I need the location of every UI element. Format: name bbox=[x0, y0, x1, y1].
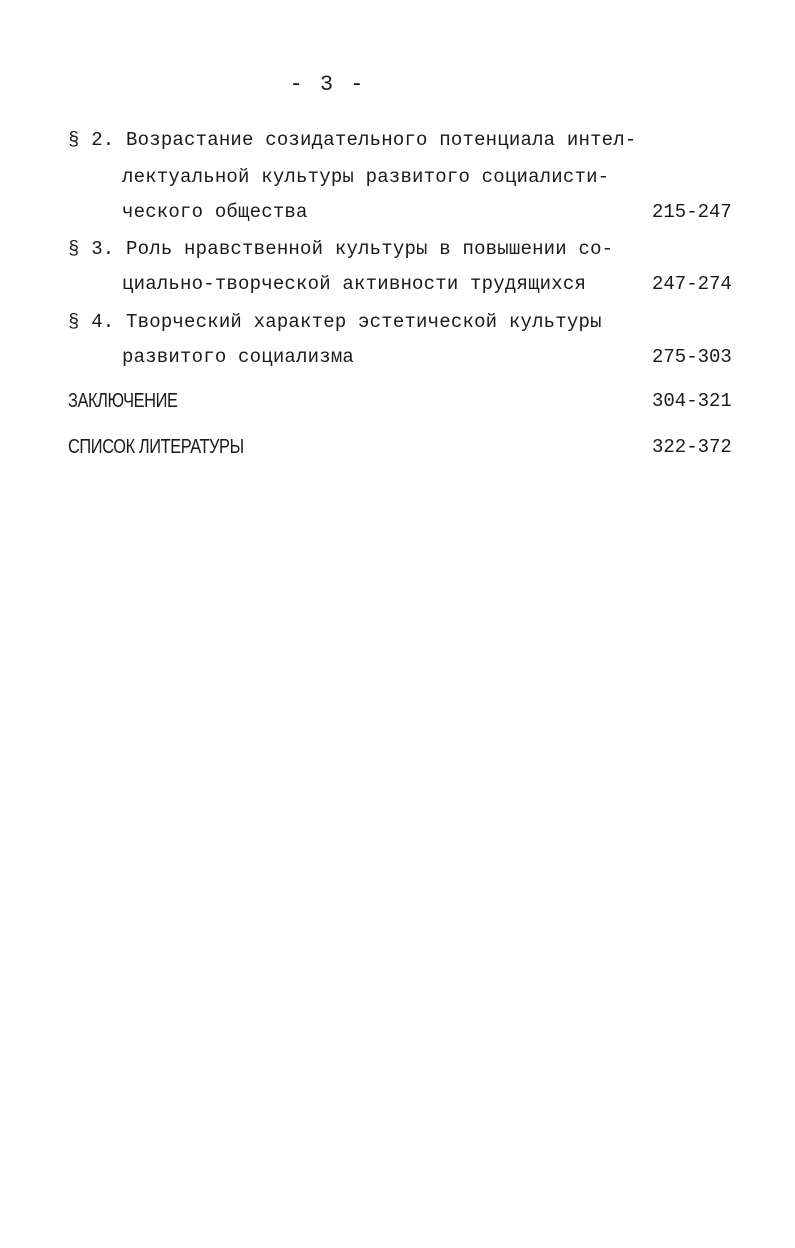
toc-section-2-line-2: лектуальной культуры развитого социалисти- bbox=[122, 166, 610, 188]
page-number: - 3 - bbox=[289, 72, 366, 97]
toc-conclusion-label: ЗАКЛЮЧЕНИЕ bbox=[68, 390, 178, 412]
toc-section-4-line-2: развитого социализма bbox=[122, 346, 355, 368]
toc-section-3-pages: 247-274 bbox=[652, 273, 732, 295]
toc-section-3-line-1: § 3. Роль нравственной культуры в повышении со- bbox=[68, 238, 614, 260]
toc-conclusion-pages: 304-321 bbox=[652, 390, 732, 412]
toc-section-4-line-1: § 4. Творческий характер эстетической культуры bbox=[68, 311, 602, 333]
toc-section-4-pages: 275-303 bbox=[652, 346, 732, 368]
toc-references-label: СПИСОК ЛИТЕРАТУРЫ bbox=[68, 436, 244, 458]
toc-section-3-line-2: циально-творческой активности трудящихся bbox=[122, 273, 587, 295]
toc-section-2-pages: 215-247 bbox=[652, 201, 732, 223]
toc-references-pages: 322-372 bbox=[652, 436, 732, 458]
toc-section-2-line-3: ческого общества bbox=[122, 201, 308, 223]
toc-section-2-line-1: § 2. Возрастание созидательного потенциала интел- bbox=[68, 129, 637, 151]
